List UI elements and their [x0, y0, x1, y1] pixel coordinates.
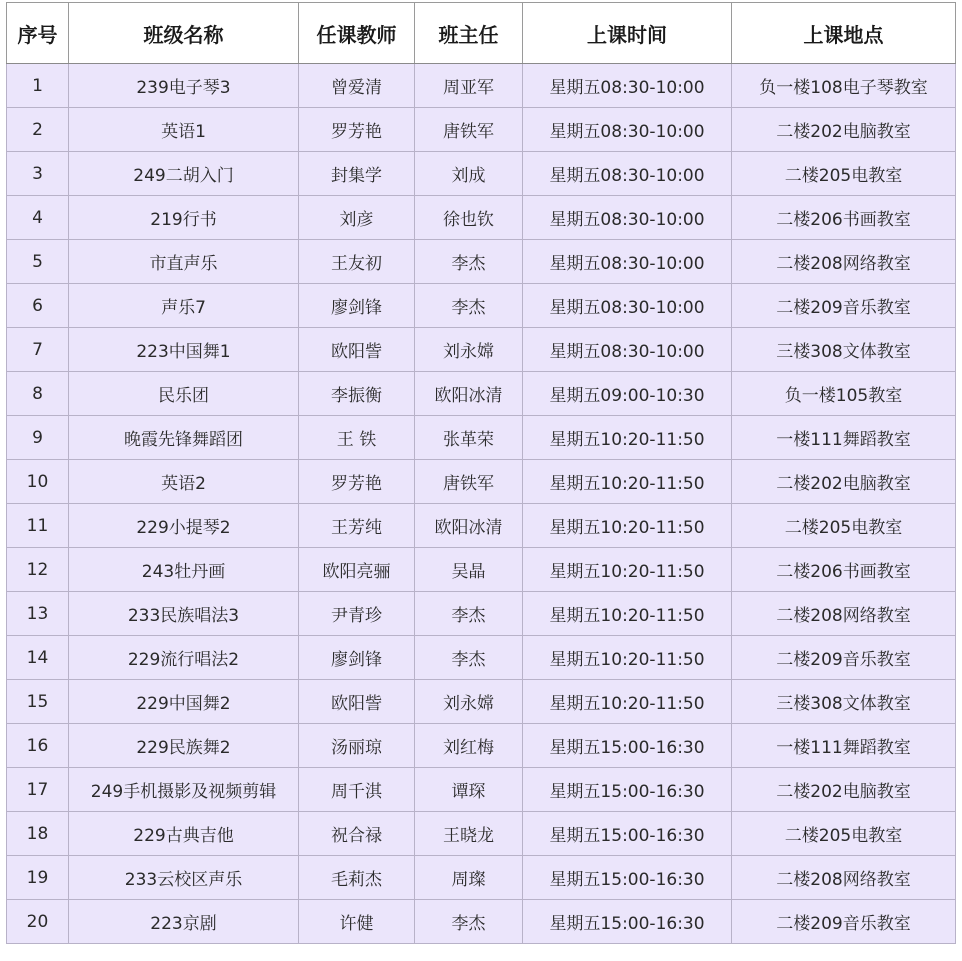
header-head-teacher: 班主任 [415, 3, 523, 64]
table-row [7, 636, 956, 680]
cell-class-name: 市直声乐 [69, 240, 299, 284]
cell-class-time: 星期五15:00-16:30 [523, 724, 732, 768]
cell-teacher: 尹青珍 [299, 592, 415, 636]
cell-teacher: 刘彦 [299, 196, 415, 240]
cell-class-time: 星期五10:20-11:50 [523, 460, 732, 504]
cell-index: 20 [7, 900, 69, 944]
cell-class-time: 星期五08:30-10:00 [523, 108, 732, 152]
table-row [7, 284, 956, 328]
cell-index: 7 [7, 328, 69, 372]
table-row [7, 856, 956, 900]
schedule-table-container [6, 2, 956, 944]
cell-class-name: 229古典吉他 [69, 812, 299, 856]
cell-index: 3 [7, 152, 69, 196]
cell-class-time: 星期五08:30-10:00 [523, 240, 732, 284]
header-class-location: 上课地点 [732, 3, 956, 64]
table-row [7, 900, 956, 944]
cell-class-location: 二楼206书画教室 [732, 196, 956, 240]
cell-class-location: 二楼209音乐教室 [732, 636, 956, 680]
cell-class-location: 二楼205电教室 [732, 812, 956, 856]
cell-class-time: 星期五10:20-11:50 [523, 680, 732, 724]
cell-index: 17 [7, 768, 69, 812]
cell-index: 16 [7, 724, 69, 768]
cell-head-teacher: 周亚军 [415, 64, 523, 108]
cell-class-name: 英语2 [69, 460, 299, 504]
cell-index: 13 [7, 592, 69, 636]
table-row [7, 504, 956, 548]
cell-class-name: 249二胡入门 [69, 152, 299, 196]
cell-class-time: 星期五08:30-10:00 [523, 284, 732, 328]
cell-teacher: 汤丽琼 [299, 724, 415, 768]
table-row [7, 724, 956, 768]
cell-class-location: 一楼111舞蹈教室 [732, 724, 956, 768]
cell-head-teacher: 唐铁军 [415, 460, 523, 504]
cell-index: 18 [7, 812, 69, 856]
cell-class-location: 二楼209音乐教室 [732, 900, 956, 944]
cell-index: 19 [7, 856, 69, 900]
cell-class-name: 民乐团 [69, 372, 299, 416]
cell-class-time: 星期五08:30-10:00 [523, 196, 732, 240]
header-index: 序号 [7, 3, 69, 64]
cell-class-name: 249手机摄影及视频剪辑 [69, 768, 299, 812]
cell-class-name: 223京剧 [69, 900, 299, 944]
cell-class-location: 二楼205电教室 [732, 504, 956, 548]
cell-head-teacher: 刘永嫦 [415, 328, 523, 372]
cell-teacher: 欧阳訾 [299, 328, 415, 372]
table-row [7, 416, 956, 460]
cell-teacher: 欧阳亮骊 [299, 548, 415, 592]
cell-head-teacher: 唐铁军 [415, 108, 523, 152]
table-row [7, 240, 956, 284]
cell-class-location: 二楼208网络教室 [732, 240, 956, 284]
header-teacher: 任课教师 [299, 3, 415, 64]
cell-class-location: 二楼205电教室 [732, 152, 956, 196]
cell-class-location: 二楼209音乐教室 [732, 284, 956, 328]
cell-index: 12 [7, 548, 69, 592]
cell-index: 1 [7, 64, 69, 108]
cell-head-teacher: 李杰 [415, 636, 523, 680]
cell-class-location: 二楼202电脑教室 [732, 108, 956, 152]
cell-index: 10 [7, 460, 69, 504]
cell-teacher: 罗芳艳 [299, 108, 415, 152]
cell-class-time: 星期五10:20-11:50 [523, 504, 732, 548]
table-row [7, 64, 956, 108]
cell-class-location: 一楼111舞蹈教室 [732, 416, 956, 460]
cell-class-name: 229小提琴2 [69, 504, 299, 548]
table-row [7, 152, 956, 196]
cell-class-name: 233民族唱法3 [69, 592, 299, 636]
cell-class-name: 229中国舞2 [69, 680, 299, 724]
cell-class-location: 三楼308文体教室 [732, 680, 956, 724]
table-row [7, 812, 956, 856]
cell-head-teacher: 张革荣 [415, 416, 523, 460]
cell-class-location: 二楼202电脑教室 [732, 460, 956, 504]
cell-class-name: 229流行唱法2 [69, 636, 299, 680]
table-row [7, 460, 956, 504]
cell-head-teacher: 李杰 [415, 900, 523, 944]
cell-class-location: 负一楼108电子琴教室 [732, 64, 956, 108]
cell-index: 2 [7, 108, 69, 152]
cell-index: 11 [7, 504, 69, 548]
cell-head-teacher: 刘成 [415, 152, 523, 196]
table-header-row [7, 3, 956, 64]
cell-class-name: 223中国舞1 [69, 328, 299, 372]
cell-teacher: 毛莉杰 [299, 856, 415, 900]
cell-class-time: 星期五10:20-11:50 [523, 592, 732, 636]
cell-index: 5 [7, 240, 69, 284]
cell-class-location: 二楼208网络教室 [732, 592, 956, 636]
cell-class-time: 星期五09:00-10:30 [523, 372, 732, 416]
table-row [7, 548, 956, 592]
cell-teacher: 王友初 [299, 240, 415, 284]
cell-head-teacher: 刘红梅 [415, 724, 523, 768]
cell-class-name: 英语1 [69, 108, 299, 152]
cell-teacher: 欧阳訾 [299, 680, 415, 724]
header-class-time: 上课时间 [523, 3, 732, 64]
cell-head-teacher: 欧阳冰清 [415, 372, 523, 416]
cell-teacher: 罗芳艳 [299, 460, 415, 504]
table-row [7, 108, 956, 152]
cell-class-name: 晚霞先锋舞蹈团 [69, 416, 299, 460]
cell-teacher: 许健 [299, 900, 415, 944]
cell-head-teacher: 徐也钦 [415, 196, 523, 240]
cell-class-location: 二楼206书画教室 [732, 548, 956, 592]
cell-teacher: 廖剑锋 [299, 284, 415, 328]
cell-teacher: 李振衡 [299, 372, 415, 416]
table-body [7, 64, 956, 944]
cell-teacher: 曾爱清 [299, 64, 415, 108]
table-row [7, 680, 956, 724]
cell-index: 14 [7, 636, 69, 680]
table-row [7, 592, 956, 636]
table-row [7, 328, 956, 372]
cell-teacher: 封集学 [299, 152, 415, 196]
cell-index: 9 [7, 416, 69, 460]
cell-class-location: 三楼308文体教室 [732, 328, 956, 372]
cell-index: 4 [7, 196, 69, 240]
cell-class-time: 星期五08:30-10:00 [523, 152, 732, 196]
cell-class-time: 星期五10:20-11:50 [523, 416, 732, 460]
cell-class-name: 219行书 [69, 196, 299, 240]
cell-class-time: 星期五08:30-10:00 [523, 64, 732, 108]
cell-class-time: 星期五10:20-11:50 [523, 548, 732, 592]
cell-class-time: 星期五15:00-16:30 [523, 900, 732, 944]
cell-index: 6 [7, 284, 69, 328]
cell-head-teacher: 吴晶 [415, 548, 523, 592]
cell-head-teacher: 李杰 [415, 240, 523, 284]
table-row [7, 196, 956, 240]
cell-class-name: 声乐7 [69, 284, 299, 328]
cell-teacher: 祝合禄 [299, 812, 415, 856]
cell-class-time: 星期五15:00-16:30 [523, 812, 732, 856]
header-class-name: 班级名称 [69, 3, 299, 64]
cell-class-time: 星期五08:30-10:00 [523, 328, 732, 372]
cell-teacher: 王 铁 [299, 416, 415, 460]
cell-class-location: 负一楼105教室 [732, 372, 956, 416]
cell-head-teacher: 周璨 [415, 856, 523, 900]
table-row [7, 768, 956, 812]
cell-index: 15 [7, 680, 69, 724]
cell-class-name: 243牡丹画 [69, 548, 299, 592]
cell-teacher: 王芳纯 [299, 504, 415, 548]
cell-class-name: 239电子琴3 [69, 64, 299, 108]
table-row [7, 372, 956, 416]
cell-head-teacher: 王晓龙 [415, 812, 523, 856]
cell-head-teacher: 李杰 [415, 592, 523, 636]
cell-head-teacher: 李杰 [415, 284, 523, 328]
cell-class-time: 星期五15:00-16:30 [523, 768, 732, 812]
cell-head-teacher: 刘永嫦 [415, 680, 523, 724]
cell-class-name: 229民族舞2 [69, 724, 299, 768]
cell-teacher: 周千淇 [299, 768, 415, 812]
cell-class-location: 二楼202电脑教室 [732, 768, 956, 812]
schedule-table [6, 2, 956, 944]
cell-class-location: 二楼208网络教室 [732, 856, 956, 900]
cell-class-time: 星期五10:20-11:50 [523, 636, 732, 680]
cell-class-time: 星期五15:00-16:30 [523, 856, 732, 900]
cell-index: 8 [7, 372, 69, 416]
cell-teacher: 廖剑锋 [299, 636, 415, 680]
cell-class-name: 233云校区声乐 [69, 856, 299, 900]
cell-head-teacher: 谭琛 [415, 768, 523, 812]
cell-head-teacher: 欧阳冰清 [415, 504, 523, 548]
